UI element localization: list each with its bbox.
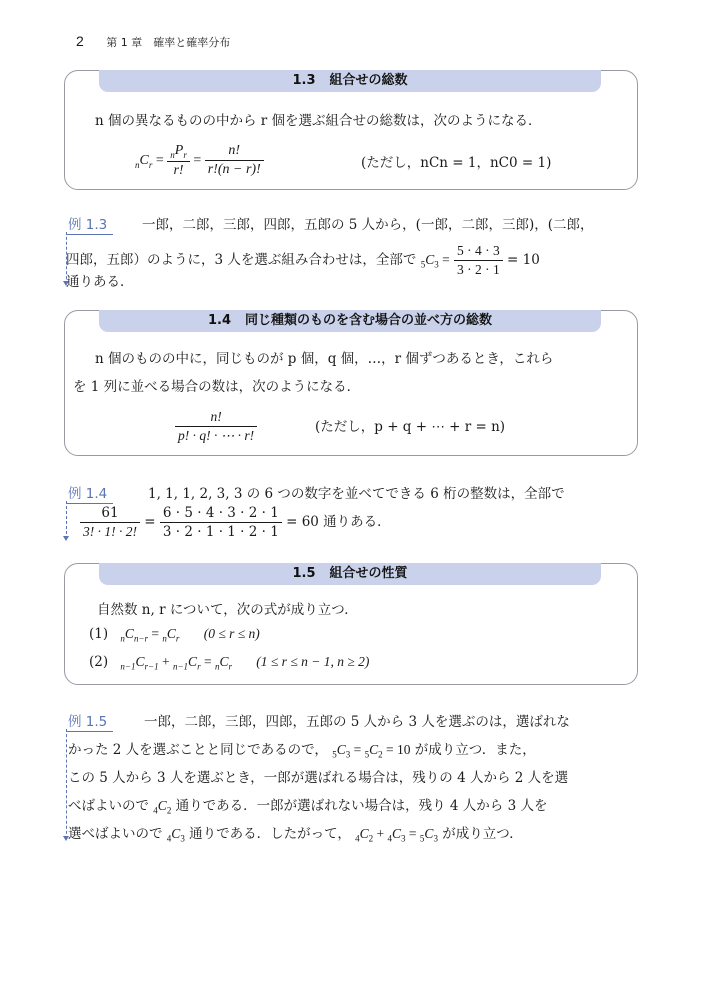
- example-text-line: 一郎，二郎，三郎，四郎，五郎の 5 人から 3 人を選ぶのは，選ばれな: [144, 714, 570, 730]
- theorem-box-1-3: [64, 70, 638, 190]
- property-item: (2) $_{n-1}C_{r-1} + _{n-1}C_r = _nC_r$ (1 ≤ r ≤ n − 1, n ≥ 2): [89, 654, 370, 672]
- property-item: (1) $_nC_{n-r} = _nC_r$ (0 ≤ r ≤ n): [89, 626, 260, 644]
- example-label: 例 1.3: [66, 213, 113, 235]
- page-number: 2: [76, 33, 84, 49]
- example-text-line: かった 2 人を選ぶことと同じであるので， $_5C_3 = _5C_2 = 10$ が成り立つ．また，: [68, 742, 536, 760]
- example-bar: [66, 501, 67, 539]
- example-label: 例 1.4: [66, 482, 113, 504]
- formula-note: (ただし，nCn = 1，nC0 = 1): [361, 155, 552, 171]
- theorem-box-1-4: [64, 310, 638, 456]
- box-title: 1.3 組合せの総数: [99, 70, 601, 92]
- box-body: n 個のものの中に，同じものが p 個，q 個，…，r 個ずつあるとき，これら: [95, 351, 554, 367]
- example-text-line: $\frac{61}{3! \cdot 1! \cdot 2!}$ = $\frac{6 \cdot 5 \cdot 4 \cdot 3 \cdot 2 \cdot 1}{3 \cdot 2 \cdot 1 \cdot 1 \cdot 2 \cdot 1}$ = 60 通りある．: [80, 505, 391, 540]
- page-header: [76, 33, 230, 50]
- chapter-title: 第 1 章 確率と確率分布: [106, 36, 231, 49]
- example-text-line: 通りある．: [66, 274, 134, 290]
- example-text-line: 選べばよいので $_4C_3$ 通りである．したがって， $_4C_2 + _4C_3 = _5C_3$ が成り立つ．: [68, 826, 523, 844]
- combination-formula: $_nC_r$ = $\frac{_nP_r}{r!}$ = $\frac{n!}{r!(n - r)!}$: [135, 143, 264, 179]
- example-text-line: 四郎，五郎）のように，3 人を選ぶ組み合わせは，全部で $_5C_3$ = $\frac{5 \cdot 4 \cdot 3}{3 \cdot 2 \cdot 1}$ = 10: [66, 243, 540, 277]
- box-body: n 個の異なるものの中から r 個を選ぶ組合せの総数は，次のようになる．: [95, 113, 542, 129]
- example-text-line: 一郎，二郎，三郎，四郎，五郎の 5 人から，(一郎，二郎，三郎)，(二郎，: [142, 217, 594, 233]
- box-body: 自然数 n, r について，次の式が成り立つ．: [97, 602, 358, 618]
- permutation-formula: $\frac{n!}{p! \cdot q! \cdot \cdots \cdot r!}$: [175, 409, 257, 444]
- box-body: を 1 列に並べる場合の数は，次のようになる．: [73, 379, 361, 395]
- example-text-line: この 5 人から 3 人を選ぶとき，一郎が選ばれる場合は，残りの 4 人から 2 人を選: [68, 770, 569, 786]
- theorem-box-1-5: [64, 563, 638, 685]
- example-text-line: べばよいので $_4C_2$ 通りである．一郎が選ばれない場合は，残り 4 人から 3 人を: [68, 798, 548, 816]
- box-title: 1.5 組合せの性質: [99, 563, 601, 585]
- formula-note: (ただし，p + q + ⋯ + r = n): [315, 419, 506, 435]
- example-bar: [66, 729, 67, 839]
- example-text-line: 1, 1, 1, 2, 3, 3 の 6 つの数字を並べてできる 6 桁の整数は，全部で: [148, 486, 565, 502]
- box-title: 1.4 同じ種類のものを含む場合の並べ方の総数: [99, 310, 601, 332]
- example-label: 例 1.5: [66, 710, 113, 732]
